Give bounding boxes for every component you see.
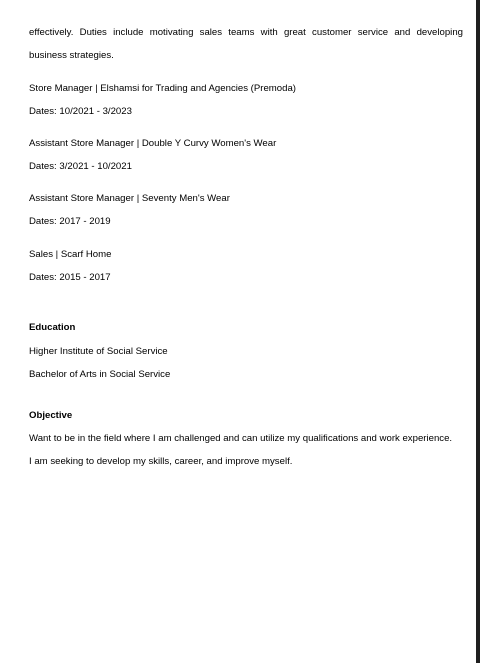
objective-line: Want to be in the field where I am challenged and can utilize my qualifications and work experience.	[29, 433, 453, 444]
education-item: Higher Institute of Social Service	[29, 346, 168, 357]
objective-line: I am seeking to develop my skills, career, and improve myself.	[29, 456, 293, 467]
experience-dates: Dates: 2017 - 2019	[29, 216, 111, 227]
intro-line-2: business strategies.	[29, 50, 114, 61]
experience-dates: Dates: 10/2021 - 3/2023	[29, 106, 132, 117]
experience-title: Assistant Store Manager | Double Y Curvy Women's Wear	[29, 138, 277, 149]
experience-title: Sales | Scarf Home	[29, 249, 112, 260]
page-edge-bar	[476, 0, 480, 663]
education-item: Bachelor of Arts in Social Service	[29, 369, 171, 380]
experience-title: Assistant Store Manager | Seventy Men's Wear	[29, 193, 230, 204]
education-heading: Education	[29, 322, 76, 333]
resume-page	[29, 0, 463, 663]
experience-dates: Dates: 2015 - 2017	[29, 272, 111, 283]
experience-title: Store Manager | Elshamsi for Trading and Agencies (Premoda)	[29, 83, 296, 94]
intro-line-1: effectively. Duties include motivating sales teams with great customer service and developing	[29, 27, 463, 38]
objective-heading: Objective	[29, 410, 73, 421]
experience-dates: Dates: 3/2021 - 10/2021	[29, 161, 132, 172]
